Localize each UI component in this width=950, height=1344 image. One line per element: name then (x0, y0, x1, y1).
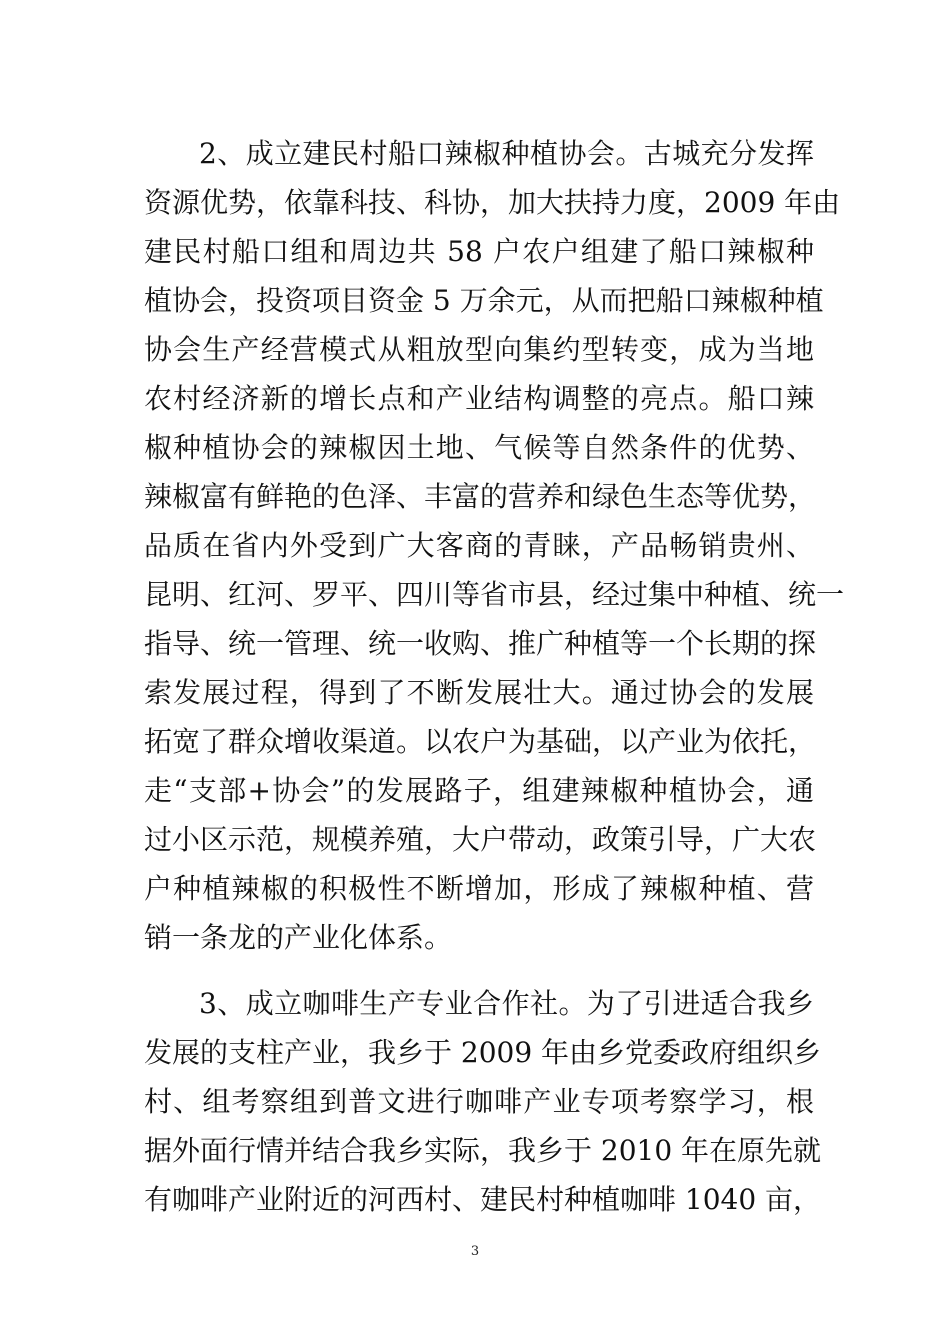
paragraph-2-line-1: 2、成立建民村船口辣椒种植协会。古城充分发挥 (199, 137, 814, 170)
paragraph-2-line-12: 索发展过程，得到了不断发展壮大。通过协会的发展 (144, 676, 814, 709)
paragraph-3-line-1: 3、成立咖啡生产专业合作社。为了引进适合我乡 (199, 987, 814, 1020)
paragraph-2-line-15: 过小区示范，规模养殖，大户带动，政策引导，广大农 (144, 823, 817, 856)
paragraph-2-line-13: 拓宽了群众增收渠道。以农户为基础，以产业为依托， (144, 725, 817, 758)
paragraph-2-line-6: 农村经济新的增长点和产业结构调整的亮点。船口辣 (144, 382, 814, 415)
page-number: 3 (470, 1244, 480, 1259)
paragraph-2-line-2: 资源优势，依靠科技、科协，加大扶持力度，2009 年由 (144, 186, 841, 219)
paragraph-2-line-17: 销一条龙的产业化体系。 (144, 921, 453, 954)
paragraph-2-line-7: 椒种植协会的辣椒因土地、气候等自然条件的优势、 (144, 431, 814, 464)
paragraph-2-line-14: 走“支部+协会”的发展路子，组建辣椒种植协会，通 (144, 774, 814, 807)
paragraph-3-line-5: 有咖啡产业附近的河西村、建民村种植咖啡 1040 亩， (144, 1183, 822, 1216)
paragraph-2-line-3: 建民村船口组和周边共 58 户农户组建了船口辣椒种 (144, 235, 814, 268)
paragraph-2-line-9: 品质在省内外受到广大客商的青睐，产品畅销贵州、 (144, 529, 814, 562)
paragraph-3-line-3: 村、组考察组到普文进行咖啡产业专项考察学习，根 (144, 1085, 814, 1118)
paragraph-2-line-11: 指导、统一管理、统一收购、推广种植等一个长期的探 (144, 627, 817, 660)
paragraph-3-line-2: 发展的支柱产业，我乡于 2009 年由乡党委政府组织乡 (144, 1036, 822, 1069)
paragraph-2-line-5: 协会生产经营模式从粗放型向集约型转变，成为当地 (144, 333, 814, 366)
paragraph-2-line-8: 辣椒富有鲜艳的色泽、丰富的营养和绿色生态等优势， (144, 480, 817, 513)
paragraph-2-line-16: 户种植辣椒的积极性不断增加，形成了辣椒种植、营 (144, 872, 814, 905)
paragraph-2-line-10: 昆明、红河、罗平、四川等省市县，经过集中种植、统一 (144, 578, 845, 611)
paragraph-2-line-4: 植协会，投资项目资金 5 万余元，从而把船口辣椒种植 (144, 284, 824, 317)
paragraph-3-line-4: 据外面行情并结合我乡实际，我乡于 2010 年在原先就 (144, 1134, 822, 1167)
